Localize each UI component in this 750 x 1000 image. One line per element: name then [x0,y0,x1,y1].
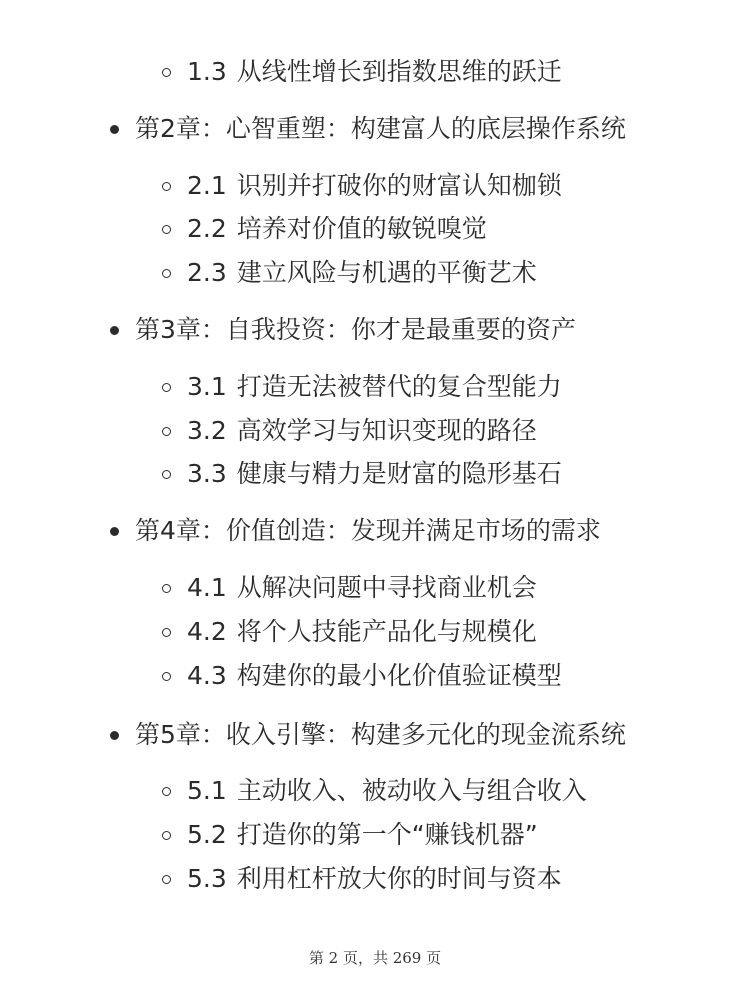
circle-bullet-icon [162,182,171,191]
section-number: 4.1 [187,573,227,602]
toc-section-2-1[interactable] [0,166,750,206]
section-title: 高效学习与知识变现的路径 [236,416,537,445]
section-number: 5.2 [187,820,227,849]
disc-bullet-icon [110,125,119,134]
circle-bullet-icon [162,875,171,884]
chapter-title: 第5章：收入引擎：构建多元化的现金流系统 [135,720,626,749]
circle-bullet-icon [162,269,171,278]
section-number: 2.1 [187,171,227,200]
chapter-title: 第3章：自我投资：你才是最重要的资产 [135,315,576,344]
circle-bullet-icon [162,427,171,436]
toc-section-5-1[interactable] [0,771,750,811]
circle-bullet-icon [162,787,171,796]
section-number: 3.2 [187,416,227,445]
toc-section-3-1[interactable] [0,367,750,407]
section-title: 主动收入、被动收入与组合收入 [236,776,587,805]
toc-section-2-3[interactable] [0,253,750,293]
circle-bullet-icon [162,470,171,479]
toc-section-1-3[interactable] [0,52,750,92]
section-title: 打造无法被替代的复合型能力 [236,372,562,401]
circle-bullet-icon [162,584,171,593]
chapter-title: 第4章：价值创造：发现并满足市场的需求 [135,516,601,545]
toc-section-3-3[interactable] [0,454,750,494]
section-title: 利用杠杆放大你的时间与资本 [236,864,562,893]
section-title: 构建你的最小化价值验证模型 [236,661,562,690]
section-title: 健康与精力是财富的隐形基石 [236,459,562,488]
toc-chapter-4[interactable] [0,511,750,551]
section-title: 从线性增长到指数思维的跃迁 [236,57,562,86]
section-number: 2.2 [187,214,227,243]
section-title: 识别并打破你的财富认知枷锁 [236,171,562,200]
section-number: 4.2 [187,617,227,646]
section-number: 4.3 [187,661,227,690]
disc-bullet-icon [110,731,119,740]
section-number: 5.3 [187,864,227,893]
toc-section-4-1[interactable] [0,568,750,608]
circle-bullet-icon [162,628,171,637]
section-number: 3.1 [187,372,227,401]
disc-bullet-icon [110,527,119,536]
chapter-title: 第2章：心智重塑：构建富人的底层操作系统 [135,114,626,143]
toc-section-4-2[interactable] [0,612,750,652]
section-number: 2.3 [187,258,227,287]
section-title: 建立风险与机遇的平衡艺术 [236,258,537,287]
disc-bullet-icon [110,326,119,335]
section-title: 打造你的第一个“赚钱机器” [236,820,538,849]
toc-section-5-2[interactable] [0,815,750,855]
circle-bullet-icon [162,68,171,77]
circle-bullet-icon [162,225,171,234]
toc-section-4-3[interactable] [0,656,750,696]
section-number: 3.3 [187,459,227,488]
section-title: 培养对价值的敏锐嗅觉 [236,214,487,243]
circle-bullet-icon [162,383,171,392]
section-number: 5.1 [187,776,227,805]
toc-section-3-2[interactable] [0,411,750,451]
toc-section-5-3[interactable] [0,859,750,899]
toc-chapter-2[interactable] [0,109,750,149]
toc-chapter-5[interactable] [0,715,750,755]
toc-chapter-3[interactable] [0,310,750,350]
page-footer: 第 2 页，共 269 页 [308,949,442,967]
circle-bullet-icon [162,672,171,681]
section-number: 1.3 [187,57,227,86]
section-title: 将个人技能产品化与规模化 [236,617,537,646]
toc-section-2-2[interactable] [0,209,750,249]
circle-bullet-icon [162,831,171,840]
section-title: 从解决问题中寻找商业机会 [236,573,537,602]
